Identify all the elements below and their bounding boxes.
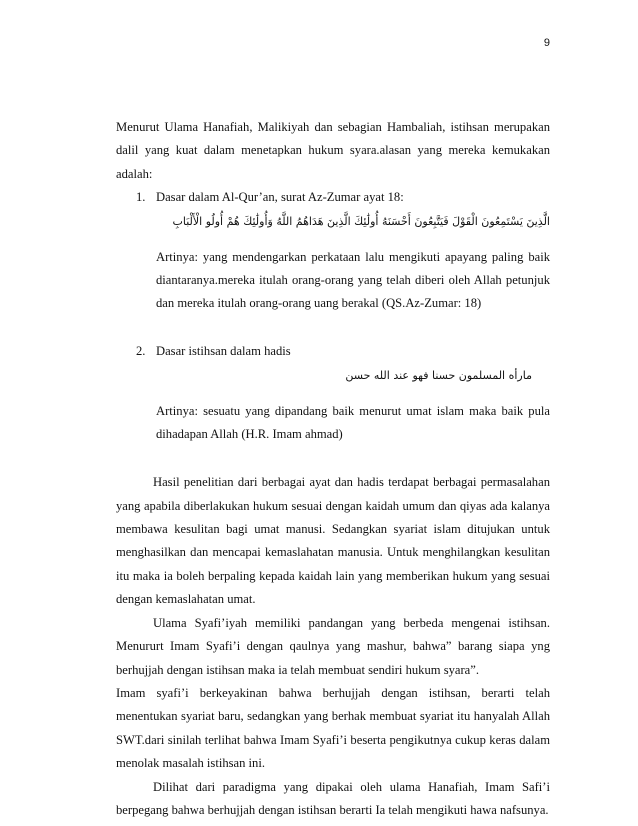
arabic-quran-verse: الَّذِينَ يَسْتَمِعُونَ الْقَوْلَ فَيَتَّبِعُونَ أَحْسَنَهُ أُولَٰئِكَ الَّذِينَ هَدَاهُمُ اللَّهُ وَأُولَٰئِكَ هُمْ أُولُو الْأَلْبَابِ: [172, 214, 550, 228]
translation-paragraph-1: Artinya: yang mendengarkan perkataan lalu mengikuti apayang paling baik diantaranya.mereka itulah orang-orang yang telah diberi oleh Allah petunjuk dan mereka itulah orang-orang uang berakal (QS.Az-Zumar: 18): [156, 249, 550, 311]
list-item-2: [136, 340, 550, 363]
list-number: 1.: [136, 190, 146, 205]
translation-paragraph-2: Artinya: sesuatu yang dipandang baik menurut umat islam maka baik pula dihadapan Allah (H.R. Imam ahmad): [156, 403, 550, 442]
imam-syafii-paragraph: Imam syafi’i berkeyakinan bahwa berhujjah dengan istihsan, berarti telah menentukan syariat baru, sedangkan yang berhak membuat syariat itu hanyalah Allah SWT.dari sinilah terlihat bahwa Imam Syafi’i beserta pengikutnya cukup keras dalam menolak masalah istihsan ini.: [116, 685, 550, 771]
list-number: 2.: [136, 344, 146, 359]
intro-paragraph: Menurut Ulama Hanafiah, Malikiyah dan sebagian Hambaliah, istihsan merupakan dalil yang kuat dalam menetapkan hukum syara.alasan yang mereka kemukakan adalah:: [116, 120, 550, 181]
arabic-hadith: مارأه المسلمون حسنا فهو عند الله حسن: [345, 368, 532, 382]
list-item-1: [136, 186, 550, 209]
list-item-title: Dasar istihsan dalam hadis: [156, 344, 291, 359]
paradigm-paragraph: Dilihat dari paradigma yang dipakai oleh ulama Hanafiah, Imam Safi’i berpegang bahwa berhujjah dengan istihsan berarti Ia telah mengikuti hawa nafsunya.: [116, 779, 550, 817]
list-item-title: Dasar dalam Al-Qur’an, surat Az-Zumar ayat 18:: [156, 190, 404, 205]
page-number: 9: [543, 37, 550, 49]
syafiiyah-paragraph: Ulama Syafi’iyah memiliki pandangan yang berbeda mengenai istihsan. Menururt Imam Syafi’i dengan qaulnya yang mashur, bahwa” barang siapa yng berhujjah dengan istihsan maka ia telah membuat sendiri hukum syara”.: [116, 615, 550, 677]
research-paragraph: Hasil penelitian dari berbagai ayat dan hadis terdapat berbagai permasalahan yang apabila diberlakukan hukum sesuai dengan kaidah umum dan qiyas ada kalanya membawa kesulitan bagi umat manusi. Sedangkan syariat islam ditujukan untuk menghasilkan dan mencapai kemaslahatan manusia. Untuk menghilangkan kesulitan itu maka ia boleh berpaling kepada kaidah lain yang memberikan hukum yang sesuai dengan kemaslahatan umat.: [116, 475, 550, 607]
document-body: [116, 116, 550, 822]
